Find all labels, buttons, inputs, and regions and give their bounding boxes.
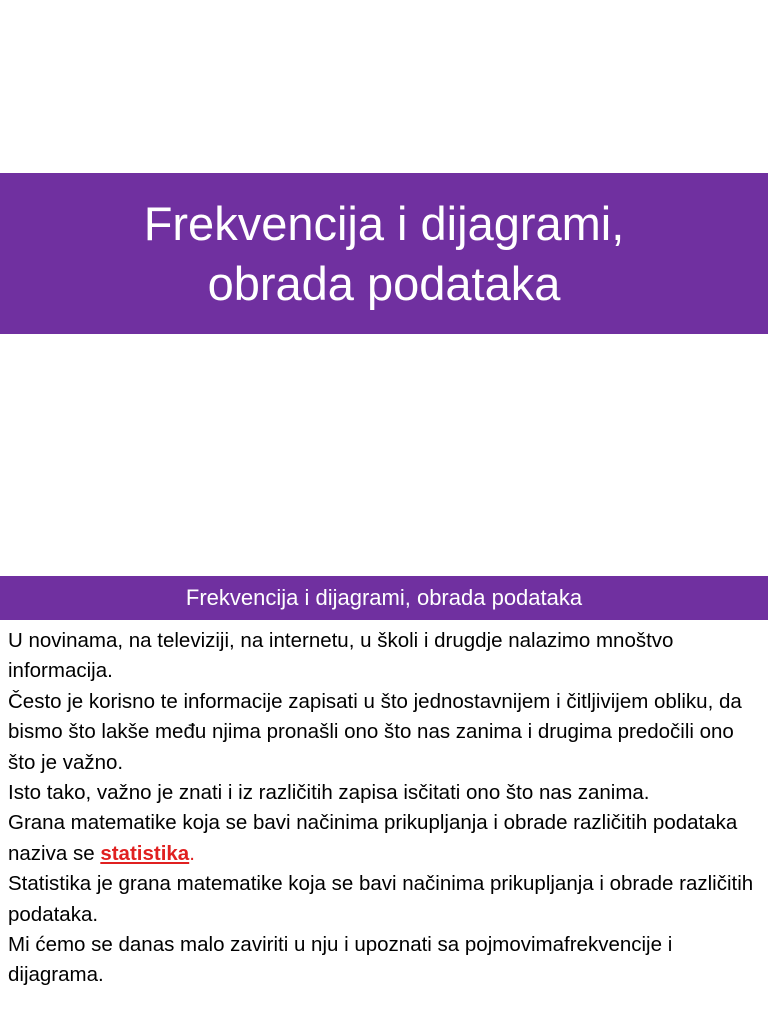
slide-title-line1: Frekvencija i dijagrami, xyxy=(143,196,625,250)
paragraph-2: Često je korisno te informacije zapisati u što jednostavnijem i čitljivijem obliku, da bismo što lakše među njima pronašli ono što nas zanima i drugima predočili ono što je važno. xyxy=(8,689,742,774)
paragraph-5: Statistika je grana matematike koja se bavi načinima prikupljanja i obrade različitih podataka. xyxy=(8,872,754,926)
paragraph-4 xyxy=(8,808,764,869)
paragraph-4-text: Grana matematike koja se bavi načinima prikupljanja i obrade različitih podataka naziva se xyxy=(8,811,738,865)
paragraph-4-period: . xyxy=(189,841,195,865)
body-text xyxy=(8,626,764,991)
section-title: Frekvencija i dijagrami, obrada podataka xyxy=(185,585,583,610)
slide-title-line2: obrada podataka xyxy=(207,256,561,310)
paragraph-6: Mi ćemo se danas malo zaviriti u nju i upoznati sa pojmovimafrekvencije i dijagrama. xyxy=(8,933,673,987)
section-header xyxy=(0,576,768,620)
paragraph-3: Isto tako, važno je znati i iz različitih zapisa isčitati ono što nas zanima. xyxy=(8,781,650,805)
slide-title xyxy=(34,194,734,314)
keyword-statistika: statistika xyxy=(100,841,190,865)
title-band xyxy=(0,173,768,334)
paragraph-1: U novinama, na televiziji, na internetu, u školi i drugdje nalazimo mnoštvo informacija. xyxy=(8,629,674,683)
